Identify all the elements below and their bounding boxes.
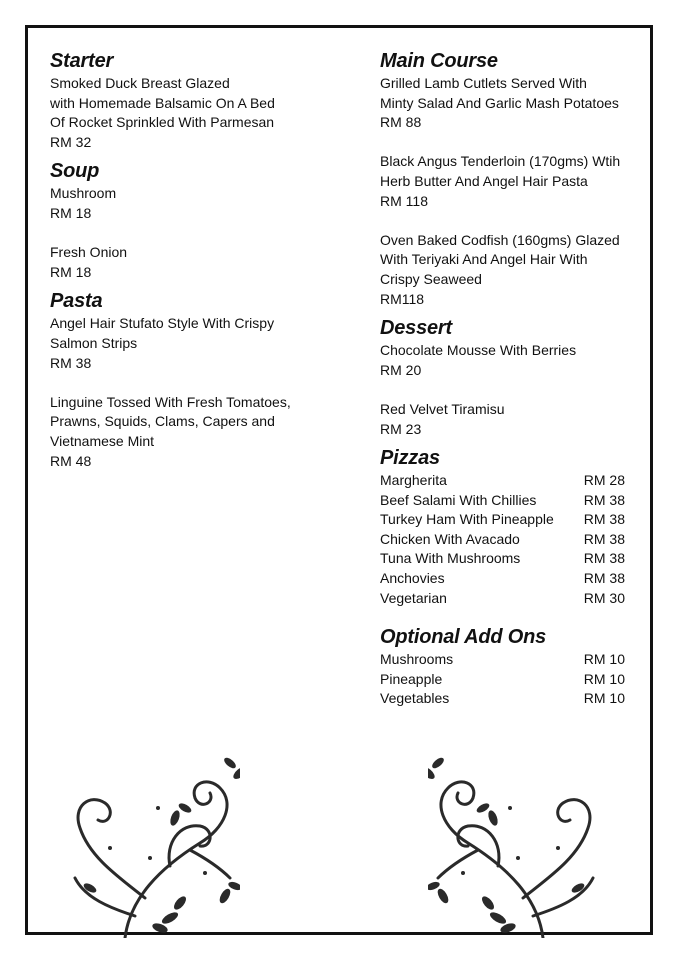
price-row (380, 689, 625, 709)
floral-vine-right-icon (428, 748, 618, 938)
item-line: Oven Baked Codfish (160gms) Glazed (380, 231, 620, 248)
item-price: RM 20 (380, 361, 422, 378)
soup-section (50, 160, 330, 282)
pasta-section (50, 290, 330, 471)
item-line: Mushroom (50, 185, 117, 202)
row-name: Vegetarian (380, 589, 447, 606)
menu-item (380, 231, 630, 309)
item-price: RM 118 (380, 192, 428, 209)
add-ons-section (380, 626, 630, 709)
dessert-section (380, 317, 630, 439)
item-line: Grilled Lamb Cutlets Served With (380, 75, 587, 91)
row-name: Vegetables (380, 690, 450, 707)
row-price: RM 10 (583, 690, 625, 707)
row-price: RM 38 (583, 550, 625, 567)
row-price: RM 38 (583, 511, 625, 528)
price-row (380, 549, 625, 569)
row-price: RM 10 (583, 651, 625, 668)
item-line: Angel Hair Stufato Style With Crispy (50, 315, 275, 332)
section-title: Main Course (380, 50, 498, 72)
row-name: Pineapple (380, 670, 443, 687)
item-line: With Teriyaki And Angel Hair With (380, 251, 588, 268)
price-row (380, 569, 625, 589)
menu-frame (25, 25, 653, 935)
section-title: Pizzas (380, 447, 440, 470)
right-column (380, 50, 630, 717)
menu-item (50, 184, 330, 223)
row-price: RM 38 (583, 570, 625, 587)
floral-vine-left-icon (50, 748, 240, 938)
menu-item (380, 400, 630, 439)
row-price: RM 30 (583, 589, 625, 606)
row-name: Beef Salami With Chillies (380, 491, 537, 508)
item-line: Fresh Onion (50, 244, 128, 261)
item-price: RM 18 (50, 204, 92, 221)
item-line: Black Angus Tenderloin (170gms) Wtih (380, 153, 621, 170)
pizzas-section (380, 447, 630, 608)
price-row (380, 530, 625, 550)
item-line: with Homemade Balsamic On A Bed (50, 94, 275, 111)
item-line: Smoked Duck Breast Glazed (50, 75, 230, 91)
item-line: Prawns, Squids, Clams, Capers and (50, 413, 275, 430)
section-title: Pasta (50, 290, 103, 313)
menu-item (380, 341, 630, 380)
item-price: RM 23 (380, 420, 422, 437)
item-price: RM 18 (50, 263, 92, 280)
item-line: Herb Butter And Angel Hair Pasta (380, 172, 588, 189)
price-row (380, 471, 625, 491)
row-price: RM 10 (583, 670, 625, 687)
item-price: RM118 (380, 290, 425, 307)
row-name: Mushrooms (380, 651, 454, 668)
item-line: Of Rocket Sprinkled With Parmesan (50, 114, 275, 131)
section-title: Optional Add Ons (380, 626, 547, 649)
section-title: Soup (50, 160, 100, 183)
item-price: RM 32 (50, 133, 92, 150)
row-name: Margherita (380, 472, 447, 489)
row-name: Turkey Ham With Pineapple (380, 511, 554, 528)
menu-item (50, 243, 330, 282)
item-line: Vietnamese Mint (50, 432, 155, 449)
item-price: RM 48 (50, 452, 92, 469)
menu-item (380, 152, 630, 211)
row-name: Anchovies (380, 570, 445, 587)
item-price: RM 88 (380, 114, 422, 131)
menu-item (50, 74, 330, 152)
main-course-section (380, 50, 630, 309)
item-line: Linguine Tossed With Fresh Tomatoes, (50, 393, 291, 410)
row-name: Tuna With Mushrooms (380, 550, 521, 567)
section-title: Starter (50, 50, 114, 72)
price-row (380, 670, 625, 690)
row-name: Chicken With Avacado (380, 530, 520, 547)
item-price: RM 38 (50, 354, 92, 371)
menu-item (380, 74, 630, 133)
item-line: Chocolate Mousse With Berries (380, 342, 577, 359)
price-row (380, 510, 625, 530)
item-line: Minty Salad And Garlic Mash Potatoes (380, 94, 619, 111)
row-price: RM 38 (583, 491, 625, 508)
left-column (50, 50, 330, 479)
starter-section (50, 50, 330, 152)
menu-item (50, 393, 330, 471)
item-line: Red Velvet Tiramisu (380, 400, 505, 417)
price-row (380, 589, 625, 609)
price-row (380, 650, 625, 670)
item-line: Salmon Strips (50, 334, 138, 351)
menu-item (50, 314, 330, 373)
row-price: RM 38 (583, 530, 625, 547)
section-title: Dessert (380, 317, 452, 340)
row-price: RM 28 (583, 472, 625, 489)
item-line: Crispy Seaweed (380, 270, 482, 287)
price-row (380, 491, 625, 511)
